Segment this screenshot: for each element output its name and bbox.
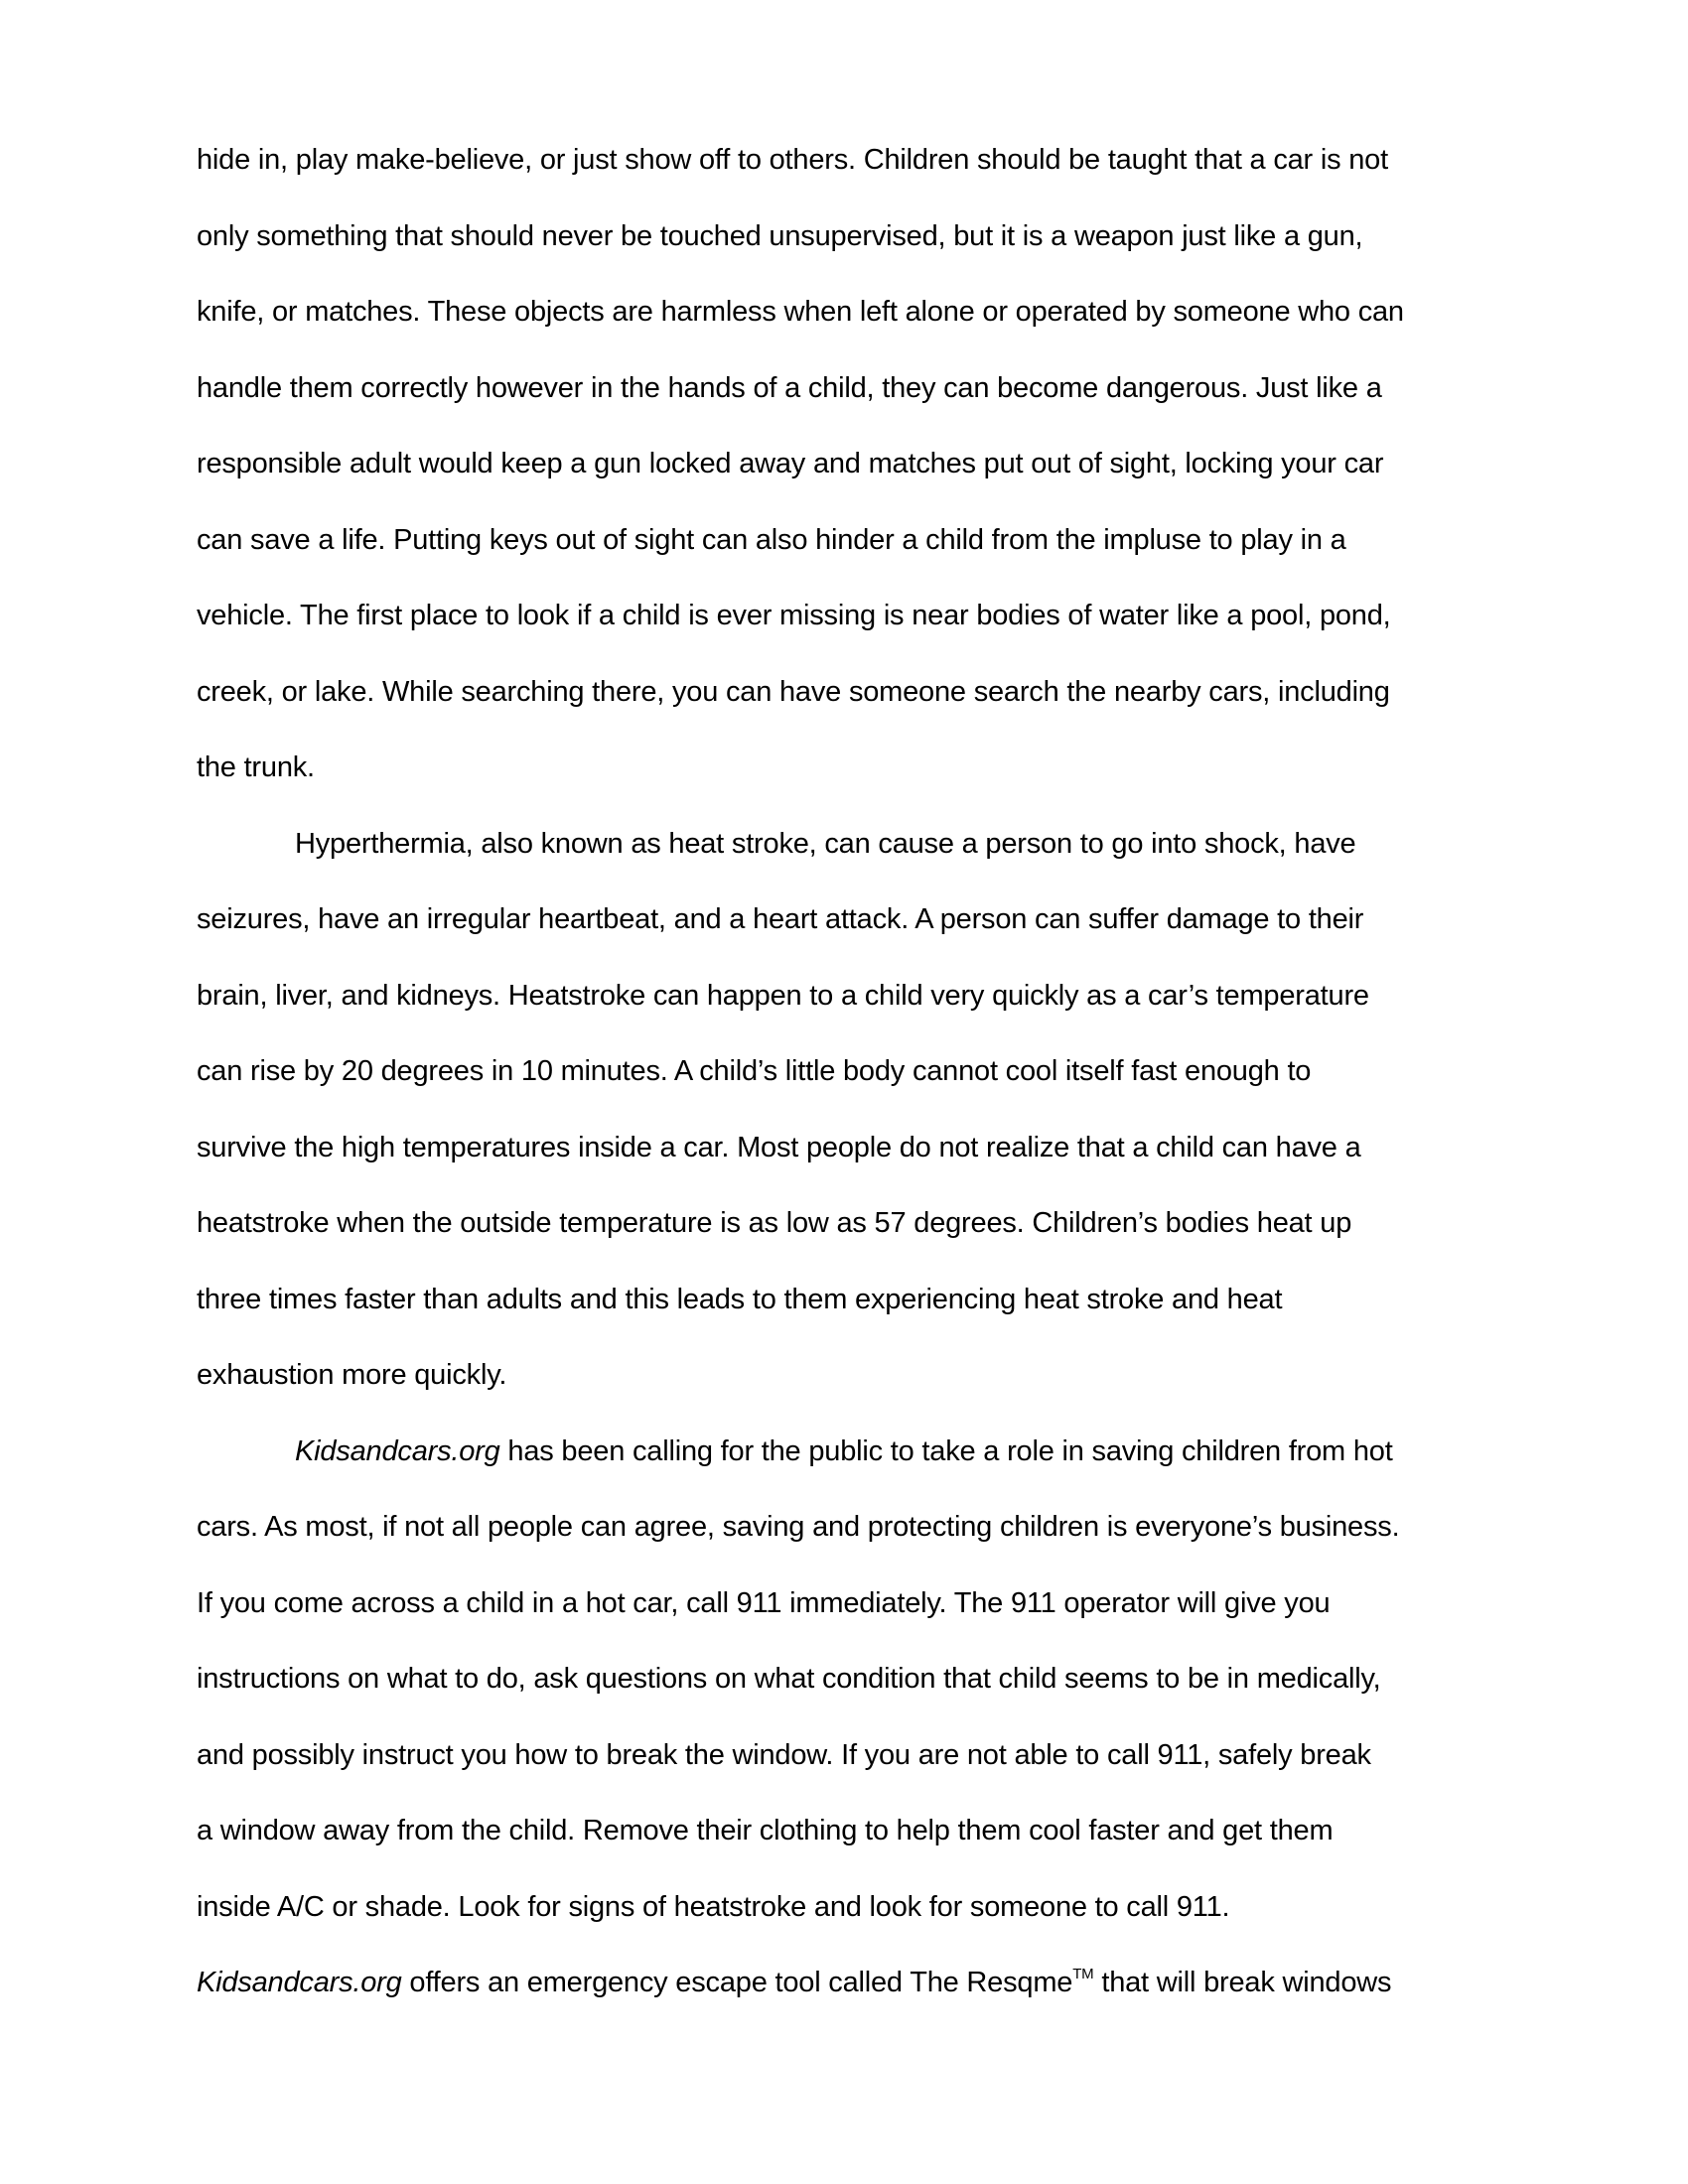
text-line: heatstroke when the outside temperature is as low as 57 degrees. Children’s bodies heat up (197, 1207, 1352, 1239)
text-line: instructions on what to do, ask questions on what condition that child seems to be in medically, (197, 1663, 1381, 1695)
text-line (197, 1952, 1507, 2028)
paragraph-start (197, 1421, 1507, 1497)
text-line: hide in, play make-believe, or just show off to others. Children should be taught that a car is not (197, 144, 1388, 176)
text-span: offers an emergency escape tool called The Resqme (401, 1967, 1073, 1998)
text-line: brain, liver, and kidneys. Heatstroke can happen to a child very quickly as a car’s temperature (197, 979, 1369, 1012)
trademark-superscript: TM (1072, 1966, 1094, 1982)
text-line: and possibly instruct you how to break the window. If you are not able to call 911, safely break (197, 1738, 1371, 1771)
text-line: a window away from the child. Remove their clothing to help them cool faster and get them (197, 1815, 1334, 1846)
text-line: three times faster than adults and this leads to them experiencing heat stroke and heat (197, 1283, 1283, 1315)
site-name: Kidsandcars.org (197, 1967, 402, 1998)
text-line: vehicle. The first place to look if a child is ever missing is near bodies of water like a pool, pond, (197, 600, 1391, 631)
text-line: handle them correctly however in the hands of a child, they can become dangerous. Just like a (197, 371, 1382, 404)
text-line: creek, or lake. While searching there, you can have someone search the nearby cars, including (197, 675, 1390, 708)
site-name: Kidsandcars.org (295, 1434, 500, 1467)
text-line: seizures, have an irregular heartbeat, and a heart attack. A person can suffer damage to their (197, 903, 1364, 935)
text-line: cars. As most, if not all people can agree, saving and protecting children is everyone’s business. (197, 1511, 1400, 1543)
text-line: inside A/C or shade. Look for signs of heatstroke and look for someone to call 911. (197, 1890, 1230, 1923)
body-text (197, 129, 1507, 2028)
text-line: can rise by 20 degrees in 10 minutes. A child’s little body cannot cool itself fast enough to (197, 1055, 1312, 1087)
text-line: If you come across a child in a hot car, call 911 immediately. The 911 operator will give you (197, 1586, 1331, 1619)
text-line: exhaustion more quickly. (197, 1359, 507, 1391)
paragraph-start: Hyperthermia, also known as heat stroke, can cause a person to go into shock, have (295, 827, 1356, 860)
text-line: the trunk. (197, 751, 315, 783)
text-line: knife, or matches. These objects are harmless when left alone or operated by someone who can (197, 296, 1404, 328)
text-line: can save a life. Putting keys out of sight can also hinder a child from the impluse to play in a (197, 523, 1346, 556)
text-line: survive the high temperatures inside a car. Most people do not realize that a child can have a (197, 1131, 1361, 1163)
text-line: responsible adult would keep a gun locked away and matches put out of sight, locking your car (197, 448, 1384, 479)
text-line: only something that should never be touched unsupervised, but it is a weapon just like a gun, (197, 219, 1363, 252)
text-span: that will break windows (1093, 1967, 1392, 1998)
text-span: has been calling for the public to take a role in saving children from hot (499, 1434, 1393, 1467)
